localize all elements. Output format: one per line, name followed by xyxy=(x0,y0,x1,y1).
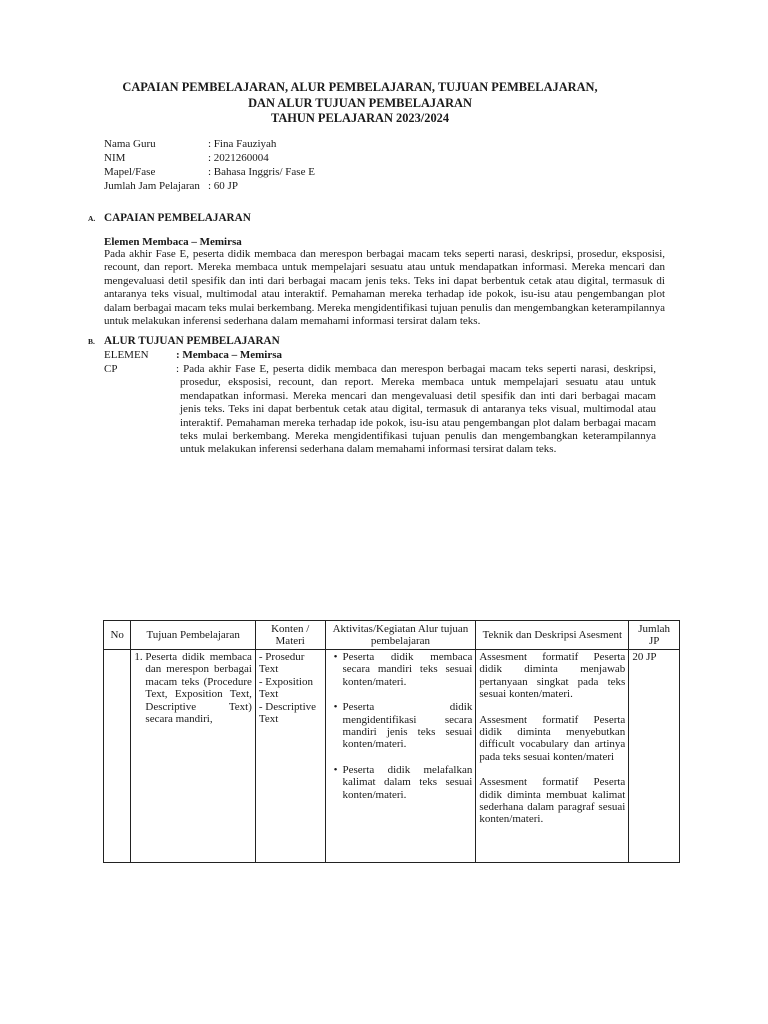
info-value: : 60 JP xyxy=(208,180,238,192)
title-line-3: TAHUN PELAJARAN 2023/2024 xyxy=(270,111,450,125)
bullet-icon: • xyxy=(333,701,338,714)
list-item xyxy=(329,651,473,688)
konten-item: - Descriptive Text xyxy=(258,700,317,726)
section-title: ALUR TUJUAN PEMBELAJARAN xyxy=(104,335,280,347)
list-item xyxy=(329,701,473,751)
cell-jumlah: 20 JP xyxy=(629,650,680,863)
alur-tujuan-table xyxy=(103,620,680,863)
header-aktivitas: Aktivitas/Kegiatan Alur tujuan pembelajaran xyxy=(325,621,476,650)
aktivitas-text: Peserta didik mengidentifikasi secara mandiri jenis teks sesuai konten/materi. xyxy=(342,701,473,751)
cp-text: : Pada akhir Fase E, peserta didik membaca dan merespon berbagai macam teks seperti narasi, deskripsi, prosedur, eksposisi, recount, dan report. Mereka membaca untuk mempelajari sesuatu atau untuk mendapatkan informasi. Mereka mencari dan mengevaluasi detil spesifik dan inti dari berbagai macam jenis teks. Teks ini dapat berbentuk cetak atau digital, termasuk di antaranya teks visual, multimodal atau interaktif. Pemahaman mereka terhadap ide pokok, isu-isu atau pengembangan plot dalam berbagai macam teks mulai berkembang. Mereka mengidentifikasi tujuan penulis dan mengembangkan keterampilannya untuk melakukan inferensi sederhana dalam memahami informasi tersirat dalam teks. xyxy=(176,363,656,456)
elemen-subheading: Elemen Membaca – Memirsa xyxy=(104,236,242,248)
table-header-row xyxy=(104,621,680,650)
asesment-item: Assesment formatif Peserta didik diminta menyebutkan difficult vocabulary dan artinya pada teks sesuai konten/materi xyxy=(479,713,626,763)
teacher-info xyxy=(104,138,315,194)
cp-label: CP xyxy=(104,363,118,375)
tujuan-text: Peserta didik membaca dan merespon berbagai macam teks (Procedure Text, Exposition Text, Descriptive Text) secara mandiri, xyxy=(145,651,252,726)
konten-item: - Prosedur Text xyxy=(258,651,305,676)
title-line-2: DAN ALUR TUJUAN PEMBELAJARAN xyxy=(248,95,472,110)
aktivitas-text: Peserta didik membaca secara mandiri teks sesuai konten/materi. xyxy=(342,651,473,688)
info-value: : Bahasa Inggris/ Fase E xyxy=(208,166,315,178)
info-label: Jumlah Jam Pelajaran xyxy=(104,180,200,192)
capaian-paragraph: Pada akhir Fase E, peserta didik membaca dan merespon berbagai macam teks seperti narasi, deskripsi, prosedur, eksposisi, recount, dan report. Mereka membaca untuk mempelajari sesuatu atau untuk mendapatkan informasi. Mereka mencari dan mengevaluasi detil spesifik dan inti dari berbagai macam jenis teks. Teks ini dapat berbentuk cetak atau digital, termasuk di antaranya teks visual, multimodal atau interaktif. Pemahaman mereka terhadap ide pokok, isu-isu atau pengembangan plot dalam berbagai macam teks mulai berkembang. Mereka mengidentifikasi tujuan penulis dan mengembangkan keterampilannya untuk melakukan inferensi sederhana dalam memahami informasi tersirat dalam teks. xyxy=(104,248,665,328)
cell-tujuan xyxy=(131,650,255,863)
header-teknik: Teknik dan Deskripsi Asesment xyxy=(476,621,629,650)
bullet-icon: • xyxy=(333,651,338,663)
cell-no xyxy=(104,650,131,863)
info-value: : 2021260004 xyxy=(208,152,269,164)
section-title: CAPAIAN PEMBELAJARAN xyxy=(104,212,251,224)
info-row-nim xyxy=(104,152,315,166)
document-title xyxy=(0,80,720,127)
info-row-nama-guru xyxy=(104,138,315,152)
header-tujuan: Tujuan Pembelajaran xyxy=(131,621,255,650)
title-line-1: CAPAIAN PEMBELAJARAN, ALUR PEMBELAJARAN, TUJUAN PEMBELAJARAN, xyxy=(122,80,598,94)
elemen-value: : Membaca – Memirsa xyxy=(176,349,282,361)
elemen-label: ELEMEN xyxy=(104,349,149,361)
section-a-heading xyxy=(88,212,251,226)
info-label: NIM xyxy=(104,152,126,164)
aktivitas-text: Peserta didik melafalkan kalimat dalam teks sesuai konten/materi. xyxy=(342,763,473,801)
list-number: 1. xyxy=(134,651,143,663)
list-item xyxy=(329,764,473,801)
cell-teknik xyxy=(476,650,629,863)
konten-item: - Exposition Text xyxy=(258,675,313,701)
bullet-icon: • xyxy=(333,763,338,776)
info-label: Nama Guru xyxy=(104,138,156,150)
asesment-item: Assesment formatif Peserta didik diminta membuat kalimat sederhana dalam paragraf sesuai konten/materi. xyxy=(479,776,626,826)
section-letter: B. xyxy=(88,337,95,346)
asesment-item: Assesment formatif Peserta didik diminta menjawab pertanyaan singkat pada teks sesuai konten/materi. xyxy=(479,651,626,701)
section-b-heading xyxy=(88,335,280,349)
table-row xyxy=(104,650,680,863)
cell-konten xyxy=(255,650,325,863)
header-no: No xyxy=(104,621,131,650)
info-row-jumlah-jam xyxy=(104,180,315,194)
section-letter: A. xyxy=(88,214,96,223)
header-jumlah: Jumlah JP xyxy=(629,621,680,650)
header-konten: Konten / Materi xyxy=(255,621,325,650)
info-row-mapel-fase xyxy=(104,166,315,180)
cp-row xyxy=(104,363,176,377)
info-label: Mapel/Fase xyxy=(104,166,156,178)
elemen-row xyxy=(104,349,282,363)
info-value: : Fina Fauziyah xyxy=(208,138,277,150)
cell-aktivitas xyxy=(325,650,476,863)
